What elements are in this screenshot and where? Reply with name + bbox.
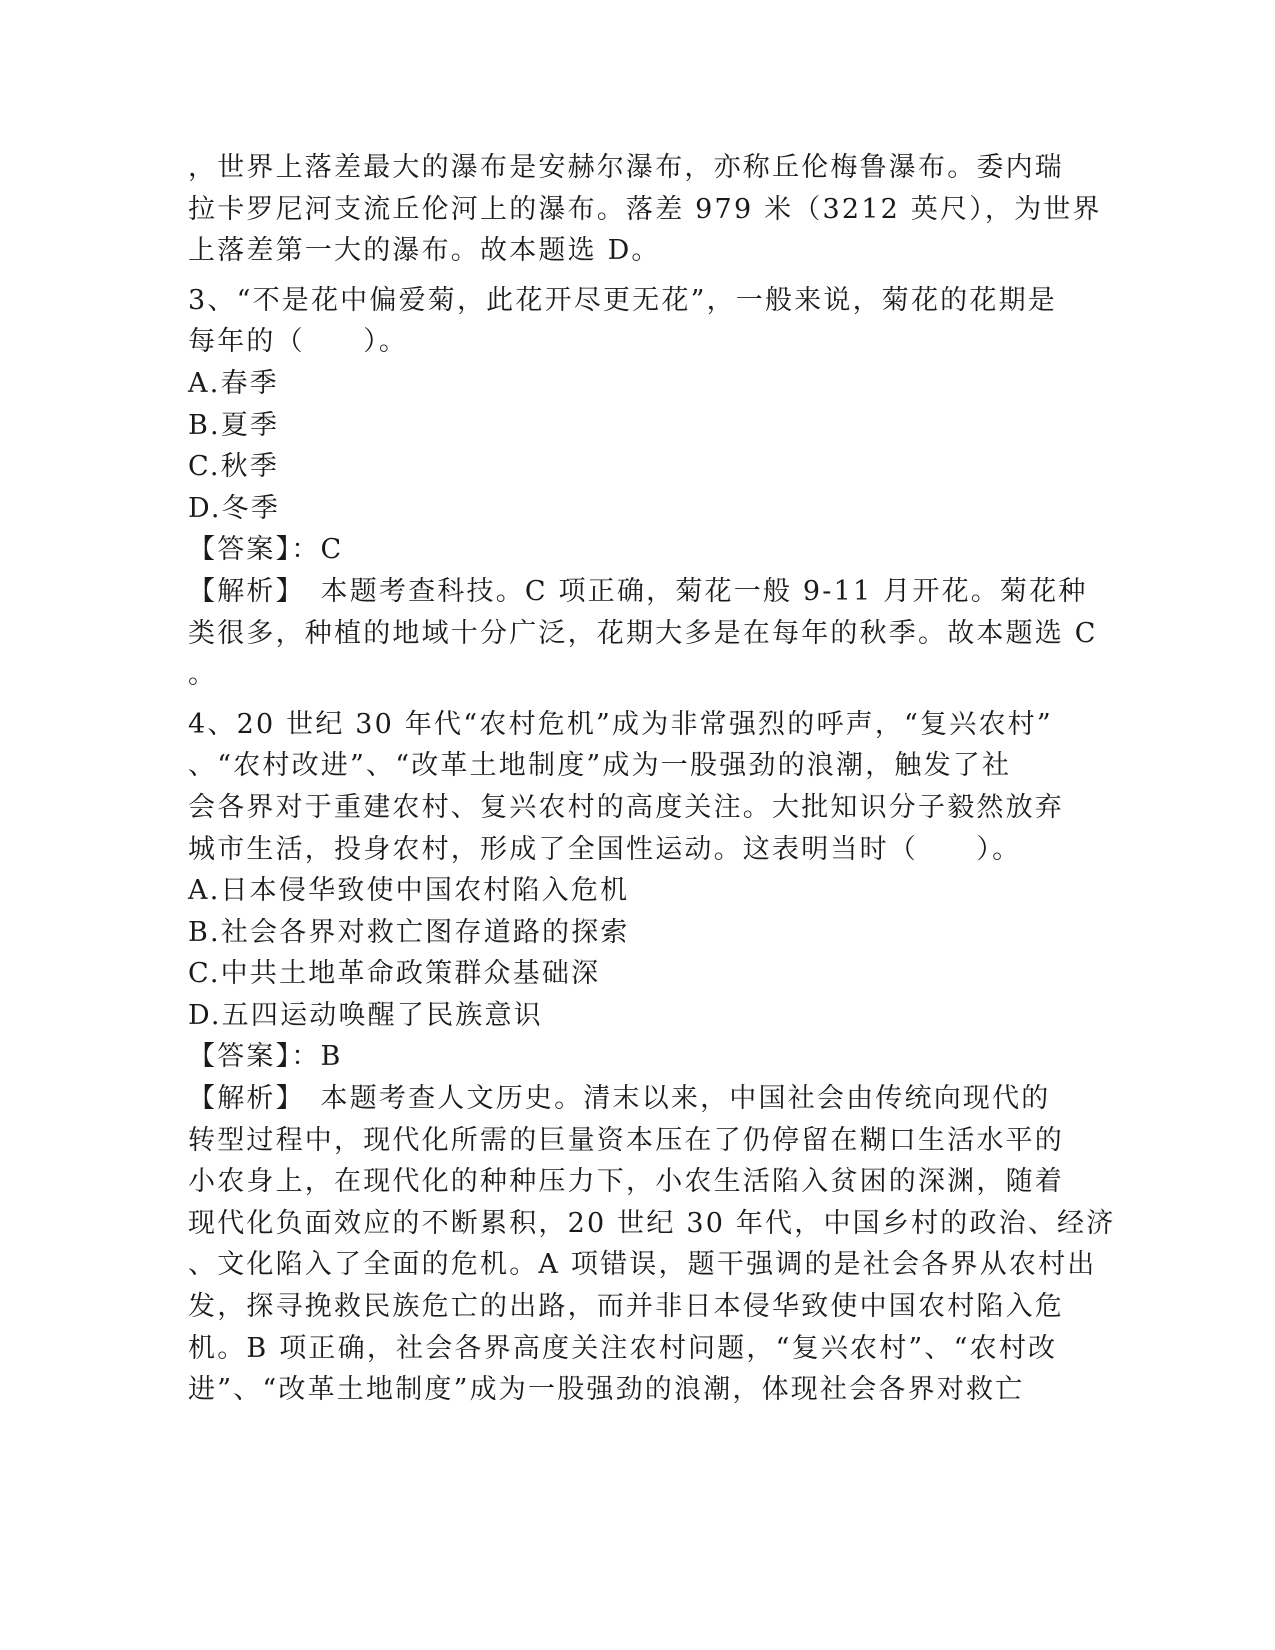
analysis-line: 进”、“改革土地制度”成为一股强劲的浪潮，体现社会各界对救亡 — [188, 1374, 1025, 1406]
explanation-continuation — [188, 147, 1102, 272]
question-stem-line: 、“农村改进”、“改革土地制度”成为一股强劲的浪潮，触发了社 — [188, 750, 1012, 782]
analysis-line: 机。B 项正确，社会各界高度关注农村问题，“复兴农村”、“农村改 — [188, 1332, 1058, 1364]
option-c: C.中共土地革命政策群众基础深 — [188, 958, 601, 990]
question-stem-line: 会各界对于重建农村、复兴农村的高度关注。大批知识分子毅然放弃 — [188, 791, 1064, 823]
question-stem-line: 4、20 世纪 30 年代“农村危机”成为非常强烈的呼声，“复兴农村” — [188, 708, 1053, 740]
analysis-line: 小农身上，在现代化的种种压力下，小农生活陷入贫困的深渊，随着 — [188, 1166, 1064, 1198]
option-a: A.春季 — [188, 367, 279, 399]
page-content — [188, 147, 1116, 1411]
text-line: 上落差第一大的瀑布。故本题选 D。 — [188, 235, 661, 267]
analysis-line: 发，探寻挽救民族危亡的出路，而并非日本侵华致使中国农村陷入危 — [188, 1291, 1064, 1323]
analysis-line: 类很多，种植的地域十分广泛，花期大多是在每年的秋季。故本题选 C — [188, 617, 1098, 649]
text-line: ，世界上落差最大的瀑布是安赫尔瀑布，亦称丘伦梅鲁瀑布。委内瑞 — [188, 152, 1064, 183]
question-stem-line: 每年的（ ）。 — [188, 326, 409, 358]
option-c: C.秋季 — [188, 451, 280, 483]
option-b: B.社会各界对救亡图存道路的探索 — [188, 916, 630, 948]
option-d: D.五四运动唤醒了民族意识 — [188, 999, 543, 1031]
answer-line: 【答案】：B — [188, 1041, 343, 1073]
analysis-line: 转型过程中，现代化所需的巨量资本压在了仍停留在糊口生活水平的 — [188, 1124, 1064, 1156]
analysis-line: 【解析】 本题考查人文历史。清末以来，中国社会由传统向现代的 — [188, 1083, 1051, 1115]
option-d: D.冬季 — [188, 492, 281, 524]
answer-line: 【答案】：C — [188, 534, 344, 566]
analysis-line: 。 — [188, 659, 218, 691]
analysis-line: 、文化陷入了全面的危机。A 项错误，题干强调的是社会各界从农村出 — [188, 1249, 1097, 1281]
text-line: 拉卡罗尼河支流丘伦河上的瀑布。落差 979 米（3212 英尺），为世界 — [188, 193, 1102, 225]
question-stem-line: 3、“不是花中偏爱菊，此花开尽更无花”，一般来说，菊花的花期是 — [188, 284, 1057, 316]
analysis-line: 【解析】 本题考查科技。C 项正确，菊花一般 9-11 月开花。菊花种 — [188, 575, 1088, 607]
analysis-line: 现代化负面效应的不断累积，20 世纪 30 年代，中国乡村的政治、经济 — [188, 1207, 1116, 1239]
question-stem-line: 城市生活，投身农村，形成了全国性运动。这表明当时（ ）。 — [188, 833, 1022, 865]
question-4 — [188, 704, 1116, 1411]
option-b: B.夏季 — [188, 409, 280, 441]
option-a: A.日本侵华致使中国农村陷入危机 — [188, 875, 630, 907]
question-3 — [188, 280, 1098, 696]
